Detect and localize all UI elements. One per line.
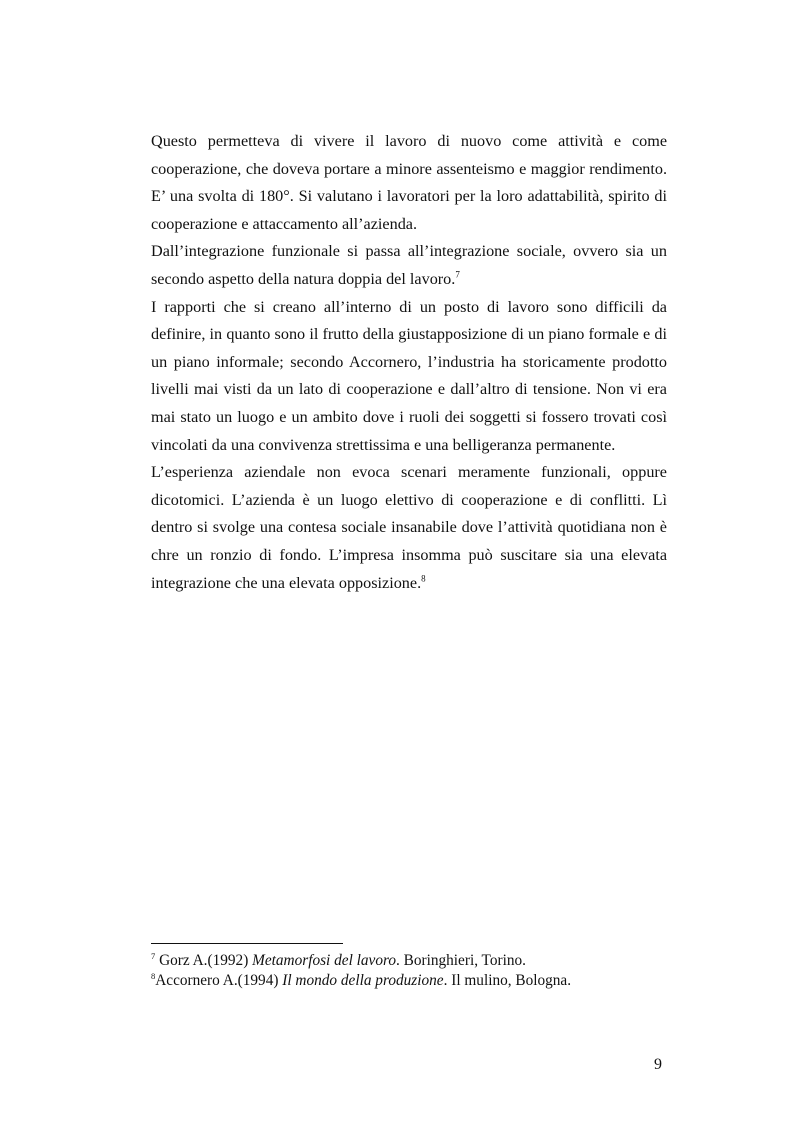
paragraph-4 bbox=[151, 459, 667, 597]
footnote-8 bbox=[151, 971, 671, 991]
body-text bbox=[151, 128, 667, 597]
footnote-8-mark: 8 bbox=[151, 970, 156, 981]
paragraph-4-text: L’esperienza aziendale non evoca scenari meramente funzionali, oppure dicotomici. L’azienda è un luogo elettivo di cooperazione e di conflitti. Lì dentro si svolge una contesa sociale insanabile dove l’attività quotidiana non è chre un ronzio di fondo. L’impresa insomma può suscitare sia una elevata integrazione che una elevata opposizione. bbox=[151, 463, 667, 592]
footnote-7-lead: Gorz A.(1992) bbox=[155, 952, 253, 969]
footnote-8-trail: . Il mulino, Bologna. bbox=[443, 971, 572, 989]
footnote-7-mark: 7 bbox=[151, 950, 156, 961]
footnote-7 bbox=[151, 951, 671, 971]
page-number: 9 bbox=[654, 1056, 662, 1073]
footnote-8-title: Il mondo della produzione bbox=[282, 971, 444, 989]
footnote-ref-8[interactable]: 8 bbox=[421, 573, 426, 584]
paragraph-1-text: Questo permetteva di vivere il lavoro di nuovo come attività e come cooperazione, che doveva portare a minore assenteismo e maggior rendimento. E’ una svolta di 180°. Si valutano i lavoratori per la loro adattabilità, spirito di cooperazione e attaccamento all’azienda. bbox=[151, 132, 667, 233]
footnote-7-trail: . Boringhieri, Torino. bbox=[396, 952, 526, 969]
paragraph-3-text: I rapporti che si creano all’interno di un posto di lavoro sono difficili da definire, in quanto sono il frutto della giustapposizione di un piano formale e di un piano informale; secondo Accornero, l’industria ha storicamente prodotto livelli mai visti da un lato di cooperazione e dall’altro di tensione. Non vi era mai stato un luogo e un ambito dove i ruoli dei soggetti si fossero trovati così vincolati da una convivenza strettissima e una belligeranza permanente. bbox=[151, 297, 667, 454]
paragraph-2-text: Dall’integrazione funzionale si passa all’integrazione sociale, ovvero sia un secondo aspetto della natura doppia del lavoro. bbox=[151, 242, 667, 288]
footnotes bbox=[151, 951, 671, 990]
footnote-7-title: Metamorfosi del lavoro bbox=[252, 952, 397, 969]
paragraph-3 bbox=[151, 294, 667, 460]
paragraph-2 bbox=[151, 238, 667, 293]
footnote-divider bbox=[151, 943, 343, 944]
paragraph-1 bbox=[151, 128, 667, 238]
footnote-ref-7[interactable]: 7 bbox=[455, 269, 460, 280]
footnote-8-lead: Accornero A.(1994) bbox=[155, 971, 283, 989]
